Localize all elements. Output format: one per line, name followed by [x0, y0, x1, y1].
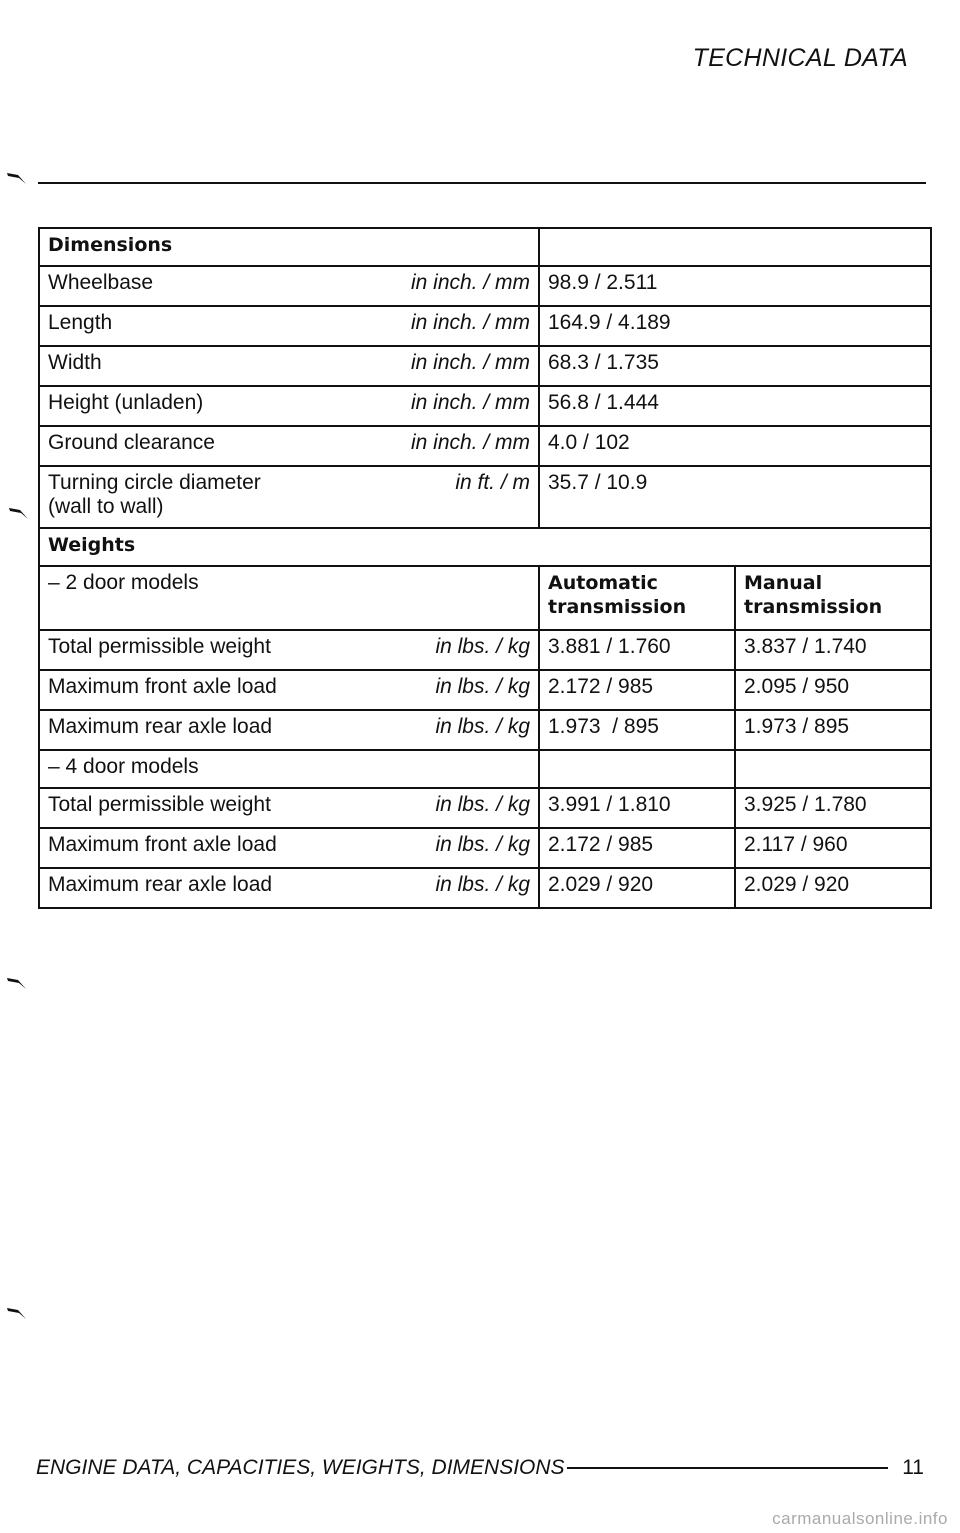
row-unit: in lbs. / kg — [435, 715, 530, 738]
automatic-value: 2.172 / 985 — [539, 828, 735, 868]
page-number: 11 — [902, 1456, 924, 1479]
manual-value: 2.029 / 920 — [735, 868, 931, 908]
top-rule — [38, 182, 926, 184]
automatic-value: 2.029 / 920 — [539, 868, 735, 908]
row-value: 56.8 / 1.444 — [539, 386, 931, 426]
footer-rule — [567, 1467, 889, 1469]
row-label-continued: (wall to wall) — [48, 495, 164, 518]
manual-value: 2.095 / 950 — [735, 670, 931, 710]
row-label-cell — [39, 426, 539, 466]
row-label-cell — [39, 630, 539, 670]
row-unit: in inch. / mm — [410, 311, 530, 334]
row-label: Turning circle diameter — [48, 471, 261, 494]
weights-title: Weights — [39, 528, 931, 566]
table-row — [39, 630, 931, 670]
manual-value: 3.925 / 1.780 — [735, 788, 931, 828]
margin-mark-icon — [6, 1305, 28, 1321]
row-label: Maximum rear axle load — [48, 715, 273, 738]
row-label-cell — [39, 386, 539, 426]
table-row — [39, 306, 931, 346]
row-label-cell — [39, 266, 539, 306]
row-label: Ground clearance — [48, 431, 215, 454]
automatic-value: 3.991 / 1.810 — [539, 788, 735, 828]
specifications-table — [38, 227, 932, 909]
table-row — [39, 346, 931, 386]
row-label-cell — [39, 710, 539, 750]
footer-section-title: ENGINE DATA, CAPACITIES, WEIGHTS, DIMENSIONS — [36, 1456, 565, 1479]
dimensions-header-row — [39, 228, 931, 266]
weights-header-row — [39, 528, 931, 566]
four-door-header-row — [39, 750, 931, 788]
dimensions-title: Dimensions — [39, 228, 539, 266]
manual-column-header: Manual transmission — [735, 566, 931, 630]
table-row — [39, 670, 931, 710]
table-row — [39, 868, 931, 908]
row-label: Maximum rear axle load — [48, 873, 273, 896]
row-value: 35.7 / 10.9 — [539, 466, 931, 528]
margin-mark-icon — [6, 975, 28, 991]
table-row — [39, 266, 931, 306]
manual-value: 1.973 / 895 — [735, 710, 931, 750]
row-unit: in inch. / mm — [410, 271, 530, 294]
automatic-column-header: Automatic transmission — [539, 566, 735, 630]
row-value: 98.9 / 2.511 — [539, 266, 931, 306]
row-label-cell — [39, 670, 539, 710]
table-row — [39, 828, 931, 868]
automatic-value: 3.881 / 1.760 — [539, 630, 735, 670]
row-label-cell — [39, 868, 539, 908]
empty-cell — [539, 750, 735, 788]
two-door-label: – 2 door models — [39, 566, 539, 630]
page-header-title: TECHNICAL DATA — [692, 44, 908, 72]
row-unit: in lbs. / kg — [435, 635, 530, 658]
row-label: Maximum front axle load — [48, 833, 277, 856]
row-unit: in lbs. / kg — [435, 873, 530, 896]
row-value: 164.9 / 4.189 — [539, 306, 931, 346]
four-door-label: – 4 door models — [39, 750, 539, 788]
row-label: Length — [48, 311, 113, 334]
row-label: Maximum front axle load — [48, 675, 277, 698]
row-value: 68.3 / 1.735 — [539, 346, 931, 386]
two-door-header-row — [39, 566, 931, 630]
row-label-cell — [39, 346, 539, 386]
row-label-cell — [39, 828, 539, 868]
row-label: Wheelbase — [48, 271, 154, 294]
row-value: 4.0 / 102 — [539, 426, 931, 466]
row-unit: in lbs. / kg — [435, 675, 530, 698]
table-row — [39, 710, 931, 750]
row-unit: in inch. / mm — [410, 391, 530, 414]
watermark: carmanualsonline.info — [772, 1509, 948, 1528]
manual-value: 3.837 / 1.740 — [735, 630, 931, 670]
page-footer — [36, 1456, 924, 1480]
margin-mark-icon — [8, 505, 30, 521]
row-unit: in lbs. / kg — [435, 833, 530, 856]
table-row — [39, 788, 931, 828]
row-label: Width — [48, 351, 102, 374]
row-unit: in lbs. / kg — [435, 793, 530, 816]
automatic-value: 1.973 / 895 — [539, 710, 735, 750]
table-row — [39, 466, 931, 528]
manual-value: 2.117 / 960 — [735, 828, 931, 868]
margin-mark-icon — [6, 170, 28, 186]
automatic-value: 2.172 / 985 — [539, 670, 735, 710]
empty-cell — [539, 228, 931, 266]
empty-cell — [735, 750, 931, 788]
row-label-cell — [39, 788, 539, 828]
row-label: Total permissible weight — [48, 793, 271, 816]
row-label-cell — [39, 466, 539, 528]
table-row — [39, 386, 931, 426]
row-unit: in inch. / mm — [410, 431, 530, 454]
row-label-cell — [39, 306, 539, 346]
row-unit: in ft. / m — [455, 471, 530, 494]
row-label: Height (unladen) — [48, 391, 204, 414]
table-row — [39, 426, 931, 466]
row-unit: in inch. / mm — [410, 351, 530, 374]
row-label: Total permissible weight — [48, 635, 271, 658]
